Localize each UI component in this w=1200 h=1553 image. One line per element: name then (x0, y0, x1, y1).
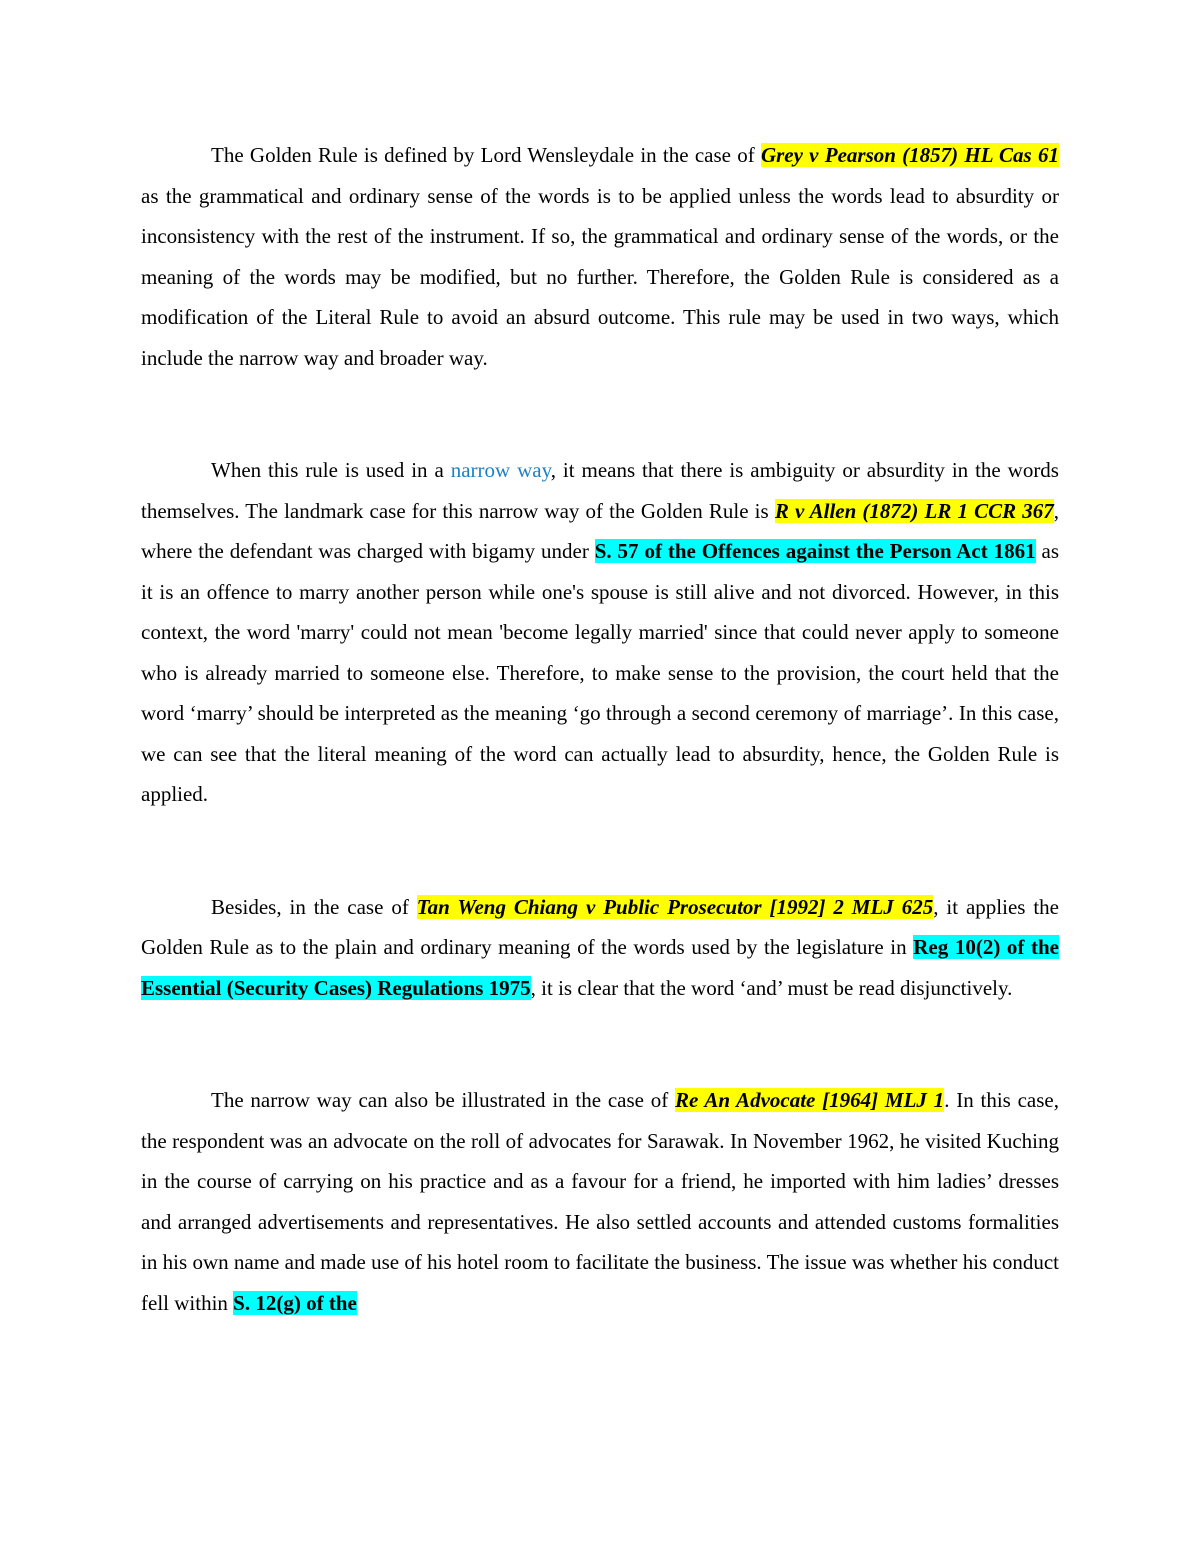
paragraph-tan-weng-chiang (141, 887, 1059, 1009)
narrow-way-link[interactable]: narrow way (450, 458, 551, 482)
paragraph-text: , it is clear that the word ‘and’ must be read disjunctively. (530, 975, 1013, 1000)
case-citation-r-v-allen: R v Allen (1872) LR 1 CCR 367 (774, 498, 1054, 523)
case-citation-re-an-advocate: Re An Advocate [1964] MLJ 1 (675, 1088, 945, 1112)
document-body (141, 135, 1059, 1323)
paragraph-text: When this rule is used in a (211, 458, 451, 482)
case-citation-grey-v-pearson: Grey v Pearson (1857) HL Cas 61 (760, 143, 1059, 167)
paragraph-text: , where the defendant was charged with bigamy under (141, 498, 1059, 563)
statute-citation-s12g: S. 12(g) of the (233, 1290, 357, 1315)
paragraph-text: as it is an offence to marry another person while one's spouse is still alive and not divorced. However, in this context, the word 'marry' could not mean 'become legally married' since that could never apply to someone who is already married to someone else. Therefore, to make sense to the provision, the court held that the word ‘marry’ should be interpreted as the meaning ‘go through a second ceremony of marriage’. In this case, we can see that the literal meaning of the word can actually lead to absurdity, hence, the Golden Rule is applied. (141, 539, 1059, 806)
paragraph-text: Besides, in the case of (211, 894, 417, 919)
paragraph-text: . In this case, the respondent was an advocate on the roll of advocates for Sarawak. In November 1962, he visited Kuching in the course of carrying on his practice and as a favour for a friend, he imported with him ladies’ dresses and arranged advertisements and representatives. He also settled accounts and attended customs formalities in his own name and made use of his hotel room to facilitate the business. The issue was whether his conduct fell within (141, 1088, 1059, 1315)
statute-citation-offences-against-person-act: S. 57 of the Offences against the Person Act 1861 (594, 539, 1036, 563)
paragraph-text: The Golden Rule is defined by Lord Wensleydale in the case of (211, 143, 761, 167)
paragraph-re-an-advocate (141, 1080, 1059, 1323)
paragraph-text: , it means that there is ambiguity or absurdity in the words themselves. The landmark case for this narrow way of the Golden Rule is (141, 458, 1059, 523)
paragraph-narrow-way (141, 450, 1059, 815)
case-citation-tan-weng-chiang: Tan Weng Chiang v Public Prosecutor [1992] 2 MLJ 625 (416, 894, 934, 919)
statute-citation-essential-regulations: Reg 10(2) of the Essential (Security Cases) Regulations 1975 (141, 935, 1059, 1000)
paragraph-golden-rule-definition (141, 135, 1059, 378)
paragraph-text: The narrow way can also be illustrated in the case of (211, 1088, 676, 1112)
paragraph-text: , it applies the Golden Rule as to the plain and ordinary meaning of the words used by the legislature in (141, 894, 1059, 959)
paragraph-text: as the grammatical and ordinary sense of the words is to be applied unless the words lead to absurdity or inconsistency with the rest of the instrument. If so, the grammatical and ordinary sense of the words, or the meaning of the words may be modified, but no further. Therefore, the Golden Rule is considered as a modification of the Literal Rule to avoid an absurd outcome. This rule may be used in two ways, which include the narrow way and broader way. (141, 183, 1059, 370)
